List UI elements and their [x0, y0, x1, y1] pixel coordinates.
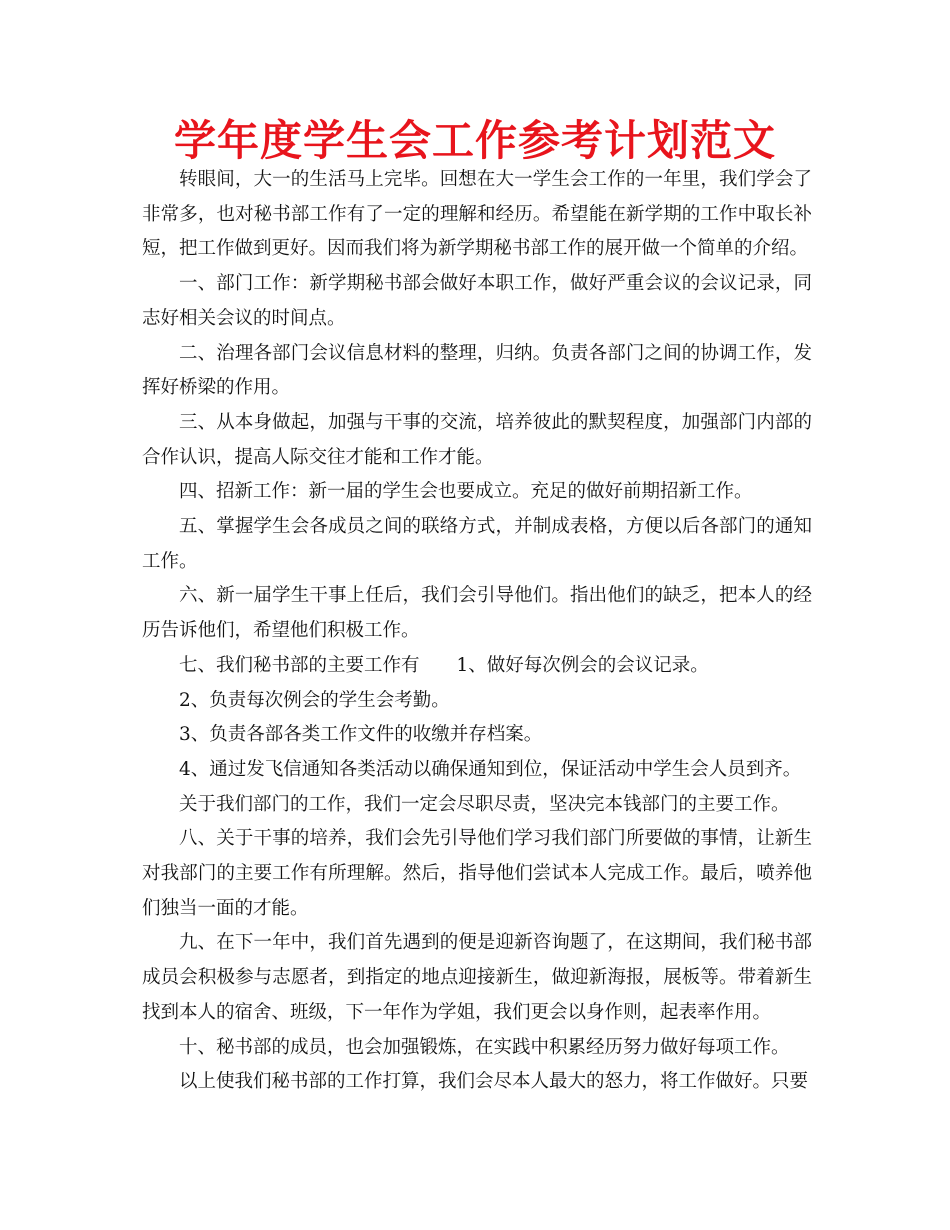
paragraph-item-10: 十、秘书部的成员，也会加强锻炼，在实践中积累经历努力做好每项工作。 [179, 1036, 790, 1058]
paragraph-item-8: 八、关于干事的培养，我们会先引导他们学习我们部门所要做的事情，让新生对我部门的主要工作有所理解。然后，指导他们尝试本人完成工作。最后，喷养他们独当一面的才能。 [142, 828, 812, 919]
paragraph-subitem-3: 3、负责各部各类工作文件的收缴并存档案。 [179, 724, 543, 746]
document-body [142, 163, 812, 1100]
paragraph-item-1: 一、部门工作：新学期秘书部会做好本职工作，做好严重会议的会议记录，同志好相关会议的时间点。 [142, 273, 812, 329]
paragraph-item-3: 三、从本身做起，加强与干事的交流，培养彼此的默契程度，加强部门内部的合作认识，提高人际交往才能和工作才能。 [142, 411, 812, 468]
paragraph-item-5: 五、掌握学生会各成员之间的联络方式，并制成表格，方便以后各部门的通知工作。 [142, 516, 812, 572]
paragraph-intro: 转眼间，大一的生活马上完毕。回想在大一学生会工作的一年里，我们学会了非常多，也对秘书部工作有了一定的理解和经历。希望能在新学期的工作中取长补短，把工作做到更好。因而我们将为新学期秘书部工作的展开做一个简单的介绍。 [142, 169, 812, 260]
paragraph-item-9: 九、在下一年中，我们首先遇到的便是迎新咨询题了，在这期间，我们秘书部成员会积极参与志愿者，到指定的地点迎接新生，做迎新海报，展板等。带着新生找到本人的宿舍、班级，下一年作为学姐，我们更会以身作则，起表率作用。 [142, 932, 812, 1023]
paragraph-subitem-2: 2、负责每次例会的学生会考勤。 [179, 689, 450, 711]
paragraph-subitem-4: 4、通过发飞信通知各类活动以确保通知到位，保证活动中学生会人员到齐。 [179, 758, 802, 780]
paragraph-dept-summary: 关于我们部门的工作，我们一定会尽职尽责，坚决完本钱部门的主要工作。 [179, 793, 790, 815]
paragraph-item-7: 七、我们秘书部的主要工作有 1、做好每次例会的会议记录。 [179, 654, 709, 676]
paragraph-item-4: 四、招新工作：新一届的学生会也要成立。充足的做好前期招新工作。 [179, 481, 753, 503]
paragraph-item-6: 六、新一届学生干事上任后，我们会引导他们。指出他们的缺乏，把本人的经历告诉他们，希望他们积极工作。 [142, 585, 812, 642]
paragraph-item-2: 二、治理各部门会议信息材料的整理，归纳。负责各部门之间的协调工作，发挥好桥梁的作用。 [142, 342, 812, 399]
paragraph-closing: 以上使我们秘书部的工作打算，我们会尽本人最大的怒力，将工作做好。只要 [179, 1071, 809, 1093]
document-title: 学年度学生会工作参考计划范文 [173, 116, 776, 165]
